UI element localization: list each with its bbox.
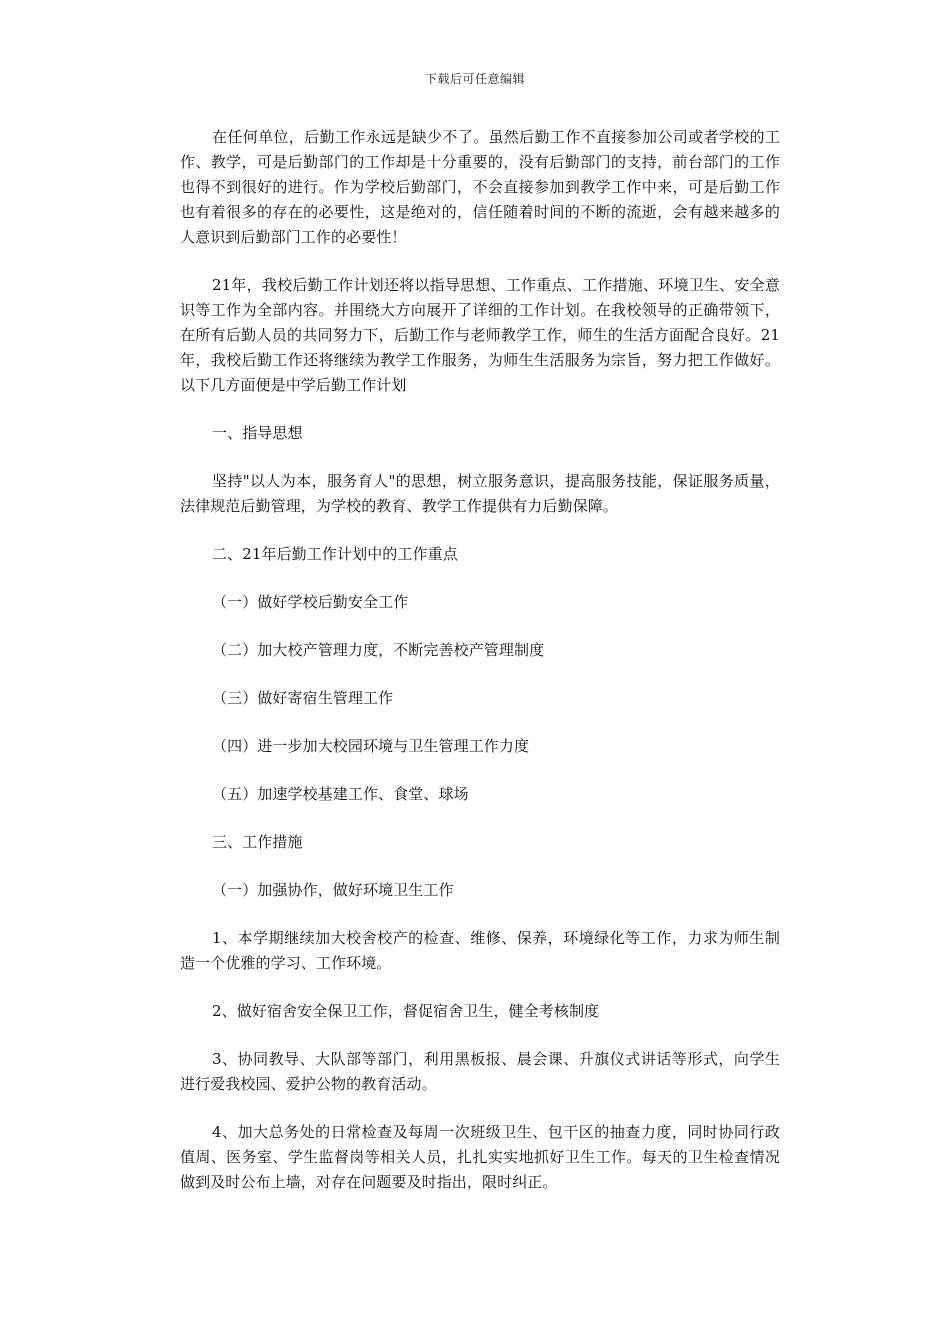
subsection-heading: （一）加强协作，做好环境卫生工作 <box>212 881 454 899</box>
section-heading: 三、工作措施 <box>212 833 303 851</box>
document-body <box>180 125 780 1218</box>
list-item: （一）做好学校后勤安全工作 <box>212 593 409 611</box>
overview-paragraph: 21年，我校后勤工作计划还将以指导思想、工作重点、工作措施、环境卫生、安全意识等工作为全部内容。并围绕大方向展开了详细的工作计划。在我校领导的正确带领下，在所有后勤人员的共同努力下，后勤工作与老师教学工作，师生的生活方面配合良好。21年，我校后勤工作还将继续为教学工作服务，为师生生活服务为宗旨，努力把工作做好。以下几方面便是中学后勤工作计划 <box>180 276 780 394</box>
list-item: （五）加速学校基建工作、食堂、球场 <box>212 785 469 803</box>
header-note: 下载后可任意编辑 <box>424 72 525 86</box>
section-heading: 一、指导思想 <box>212 424 303 442</box>
measure-paragraph: 1、本学期继续加大校舍校产的检查、维修、保养，环境绿化等工作，力求为师生制造一个优雅的学习、工作环境。 <box>180 929 780 972</box>
list-item: （二）加大校产管理力度，不断完善校产管理制度 <box>212 641 545 659</box>
list-item: （四）进一步加大校园环境与卫生管理工作力度 <box>212 737 530 755</box>
measure-paragraph: 2、做好宿舍安全保卫工作，督促宿舍卫生，健全考核制度 <box>212 1002 600 1020</box>
measure-paragraph: 3、协同教导、大队部等部门，利用黑板报、晨会课、升旗仪式讲话等形式，向学生进行爱我校园、爱护公物的教育活动。 <box>180 1050 780 1093</box>
guiding-thought-paragraph: 坚持"以人为本，服务育人"的思想，树立服务意识，提高服务技能，保证服务质量，法律规范后勤管理，为学校的教育、教学工作提供有力后勤保障。 <box>180 472 780 515</box>
intro-paragraph: 在任何单位，后勤工作永远是缺少不了。虽然后勤工作不直接参加公司或者学校的工作、教学，可是后勤部门的工作却是十分重要的，没有后勤部门的支持，前台部门的工作也得不到很好的进行。作为学校后勤部门，不会直接参加到教学工作中来，可是后勤工作也有着很多的存在的必要性，这是绝对的，信任随着时间的不断的流逝，会有越来越多的人意识到后勤部门工作的必要性！ <box>180 128 780 246</box>
measure-paragraph: 4、加大总务处的日常检查及每周一次班级卫生、包干区的抽查力度，同时协同行政值周、医务室、学生监督岗等相关人员，扎扎实实地抓好卫生工作。每天的卫生检查情况做到及时公布上墙，对存在问题要及时指出，限时纠正。 <box>180 1123 780 1191</box>
section-heading: 二、21年后勤工作计划中的工作重点 <box>212 545 458 563</box>
list-item: （三）做好寄宿生管理工作 <box>212 689 394 707</box>
